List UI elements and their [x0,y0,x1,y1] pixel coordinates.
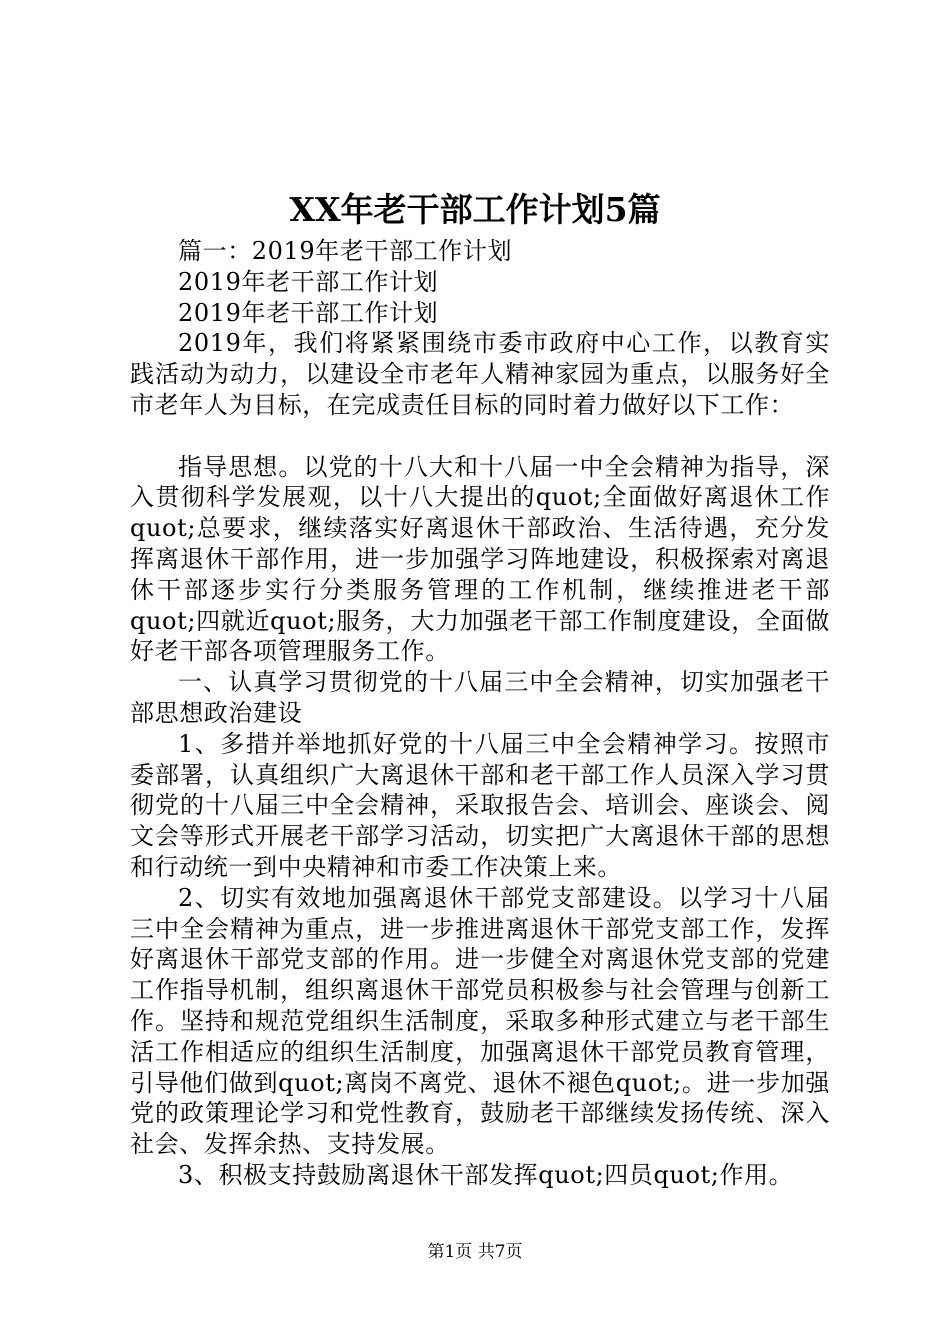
body-paragraph: 1、多措并举地抓好党的十八届三中全会精神学习。按照市委部署，认真组织广大离退休干部和老干部工作人员深入学习贯彻党的十八届三中全会精神，采取报告会、培训会、座谈会、阅文会等形式开展老干部学习活动，切实把广大离退休干部的思想和行动统一到中央精神和市委工作决策上来。 [130,729,830,881]
intro-paragraph: 2019年，我们将紧紧围绕市委市政府中心工作，以教育实践活动为动力，以建设全市老年人精神家园为重点，以服务好全市老年人为目标，在完成责任目标的同时着力做好以下工作： [130,329,830,419]
plan-title-line: 2019年老干部工作计划 [178,298,439,327]
page-number-footer: 第1页 共7页 [427,1242,523,1262]
document-body [130,236,830,1191]
subsection-heading: 一、认真学习贯彻党的十八届三中全会精神，切实加强老干部思想政治建设 [130,668,830,727]
document-title: XX年老干部工作计划5篇 [289,190,661,229]
body-paragraph: 3、积极支持鼓励离退休干部发挥quot;四员quot;作用。 [178,1160,794,1189]
body-paragraph: 2、切实有效地加强离退休干部党支部建设。以学习十八届三中全会精神为重点，进一步推进离退休干部党支部工作，发挥好离退休干部党支部的作用。进一步健全对离退休党支部的党建工作指导机制，组织离退休干部党员积极参与社会管理与创新工作。坚持和规范党组织生活制度，采取多种形式建立与老干部生活工作相适应的组织生活制度，加强离退休干部党员教育管理，引导他们做到quot;离岗不离党、退休不褪色quot;。进一步加强党的政策理论学习和党性教育，鼓励老干部继续发扬传统、深入社会、发挥余热、支持发展。 [130,883,830,1159]
plan-title-line: 2019年老干部工作计划 [178,267,439,296]
guiding-ideology-paragraph: 指导思想。以党的十八大和十八届一中全会精神为指导，深入贯彻科学发展观，以十八大提出的quot;全面做好离退休工作quot;总要求，继续落实好离退休干部政治、生活待遇，充分发挥离退休干部作用，进一步加强学习阵地建设，积极探索对离退休干部逐步实行分类服务管理的工作机制，继续推进老干部quot;四就近quot;服务，大力加强老干部工作制度建设，全面做好老干部各项管理服务工作。 [130,452,830,666]
section-heading: 篇一：2019年老干部工作计划 [178,237,513,265]
